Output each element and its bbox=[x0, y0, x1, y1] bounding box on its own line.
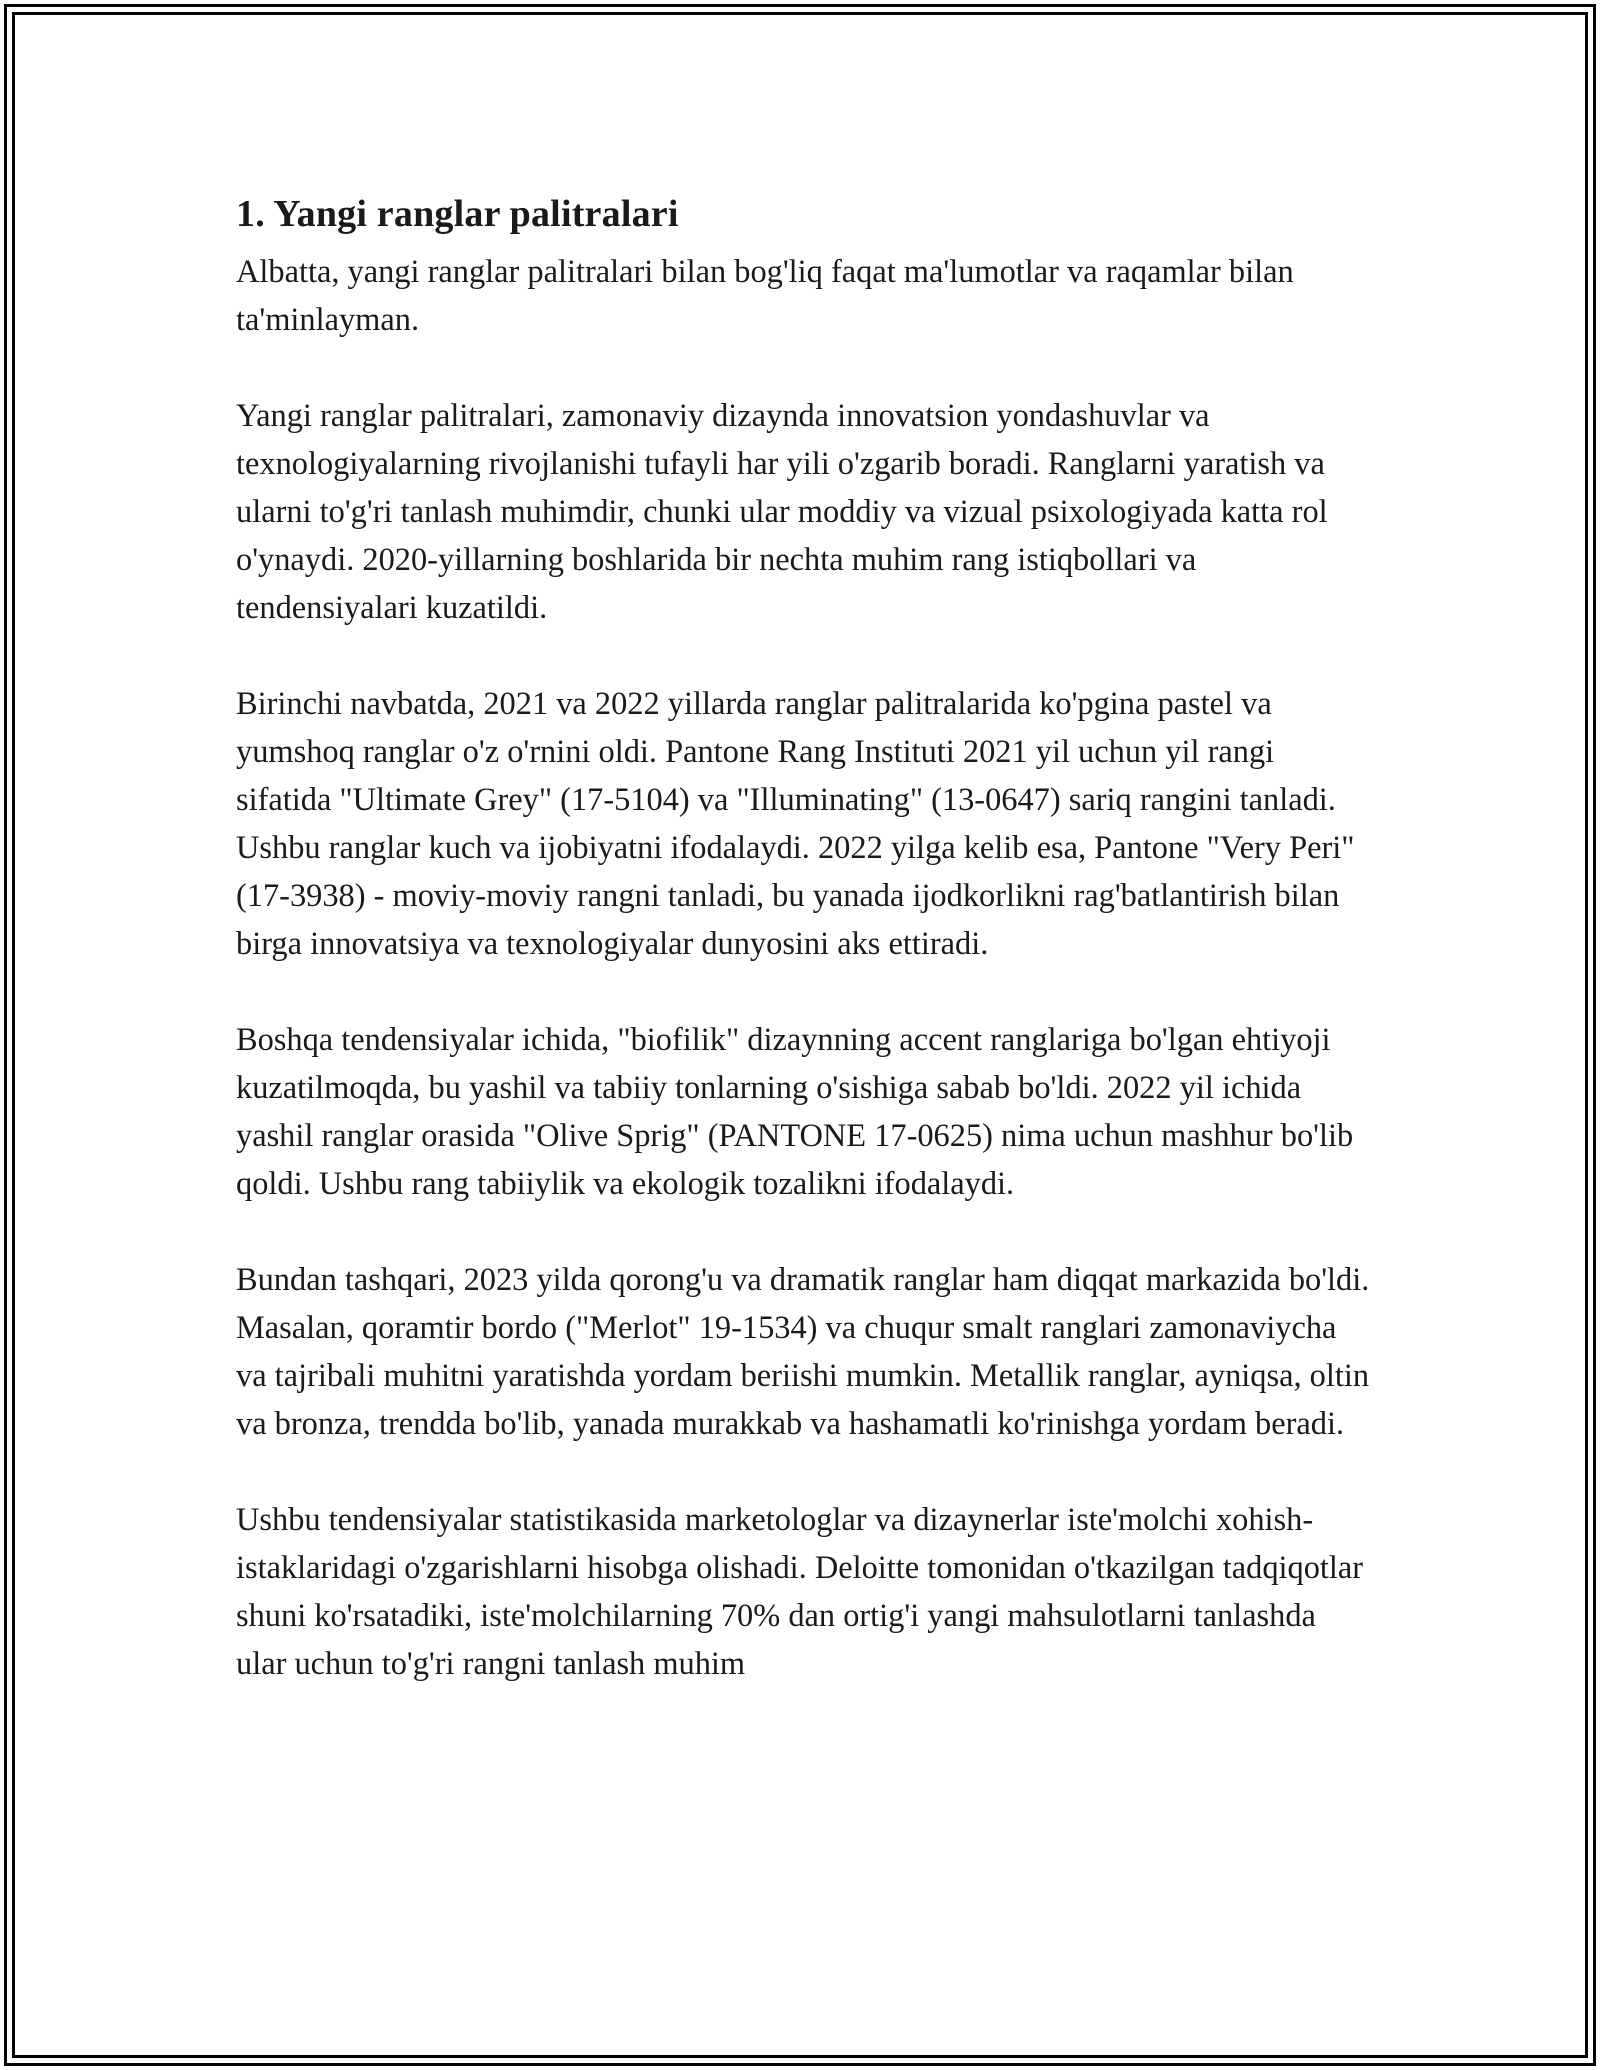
paragraph-statistics: Ushbu tendensiyalar statistikasida marketologlar va dizaynerlar iste'molchi xohish-istaklaridagi o'zgarishlarni hisobga olishadi. Deloitte tomonidan o'tkazilgan tadqiqotlar shuni ko'rsatadiki, iste'molchilarning 70% dan ortig'i yangi mahsulotlarni tanlashda ular uchun to'g'ri rangni tanlash muhim bbox=[236, 1502, 1364, 1682]
paragraph-2023-dark-colors: Bundan tashqari, 2023 yilda qorong'u va dramatik ranglar ham diqqat markazida bo'ldi. Masalan, qoramtir bordo ("Merlot" 19-1534) va chuqur smalt ranglari zamonaviycha va tajribali muhitni yaratishda yordam beriishi mumkin. Metallik ranglar, ayniqsa, oltin va bronza, trendda bo'lib, yanada murakkab va hashamatli ko'rinishga yordam beradi. bbox=[236, 1262, 1370, 1442]
paragraph-pantone-2021-2022: Birinchi navbatda, 2021 va 2022 yillarda ranglar palitralarida ko'pgina pastel va yumshoq ranglar o'z o'rnini oldi. Pantone Rang Instituti 2021 yil uchun yil rangi sifatida "Ultimate Grey" (17-5104) va "Illuminating" (13-0647) sariq rangini tanladi. Ushbu ranglar kuch va ijobiyatni ifodalaydi. 2022 yilga kelib esa, Pantone "Very Peri" (17-3938) - moviy-moviy rangni tanladi, bu yanada ijodkorlikni rag'batlantirish bilan birga innovatsiya va texnologiyalar dunyosini aks ettiradi. bbox=[236, 686, 1355, 962]
paragraph-overview: Yangi ranglar palitralari, zamonaviy dizaynda innovatsion yondashuvlar va texnologiyalarning rivojlanishi tufayli har yili o'zgarib boradi. Ranglarni yaratish va ularni to'g'ri tanlash muhimdir, chunki ular moddiy va vizual psixologiyada katta rol o'ynaydi. 2020-yillarning boshlarida bir nechta muhim rang istiqbollari va tendensiyalari kuzatildi. bbox=[236, 398, 1328, 626]
paragraph-intro: Albatta, yangi ranglar palitralari bilan bog'liq faqat ma'lumotlar va raqamlar bilan ta'minlayman. bbox=[236, 254, 1294, 338]
paragraph-biophilic: Boshqa tendensiyalar ichida, "biofilik" dizaynning accent ranglariga bo'lgan ehtiyoji kuzatilmoqda, bu yashil va tabiiy tonlarning o'sishiga sabab bo'ldi. 2022 yil ichida yashil ranglar orasida "Olive Sprig" (PANTONE 17-0625) nima uchun mashhur bo'lib qoldi. Ushbu rang tabiiylik va ekologik tozalikni ifodalaydi. bbox=[236, 1022, 1354, 1202]
section-heading: 1. Yangi ranglar palitralari bbox=[236, 193, 679, 235]
document-body bbox=[236, 180, 1372, 1736]
